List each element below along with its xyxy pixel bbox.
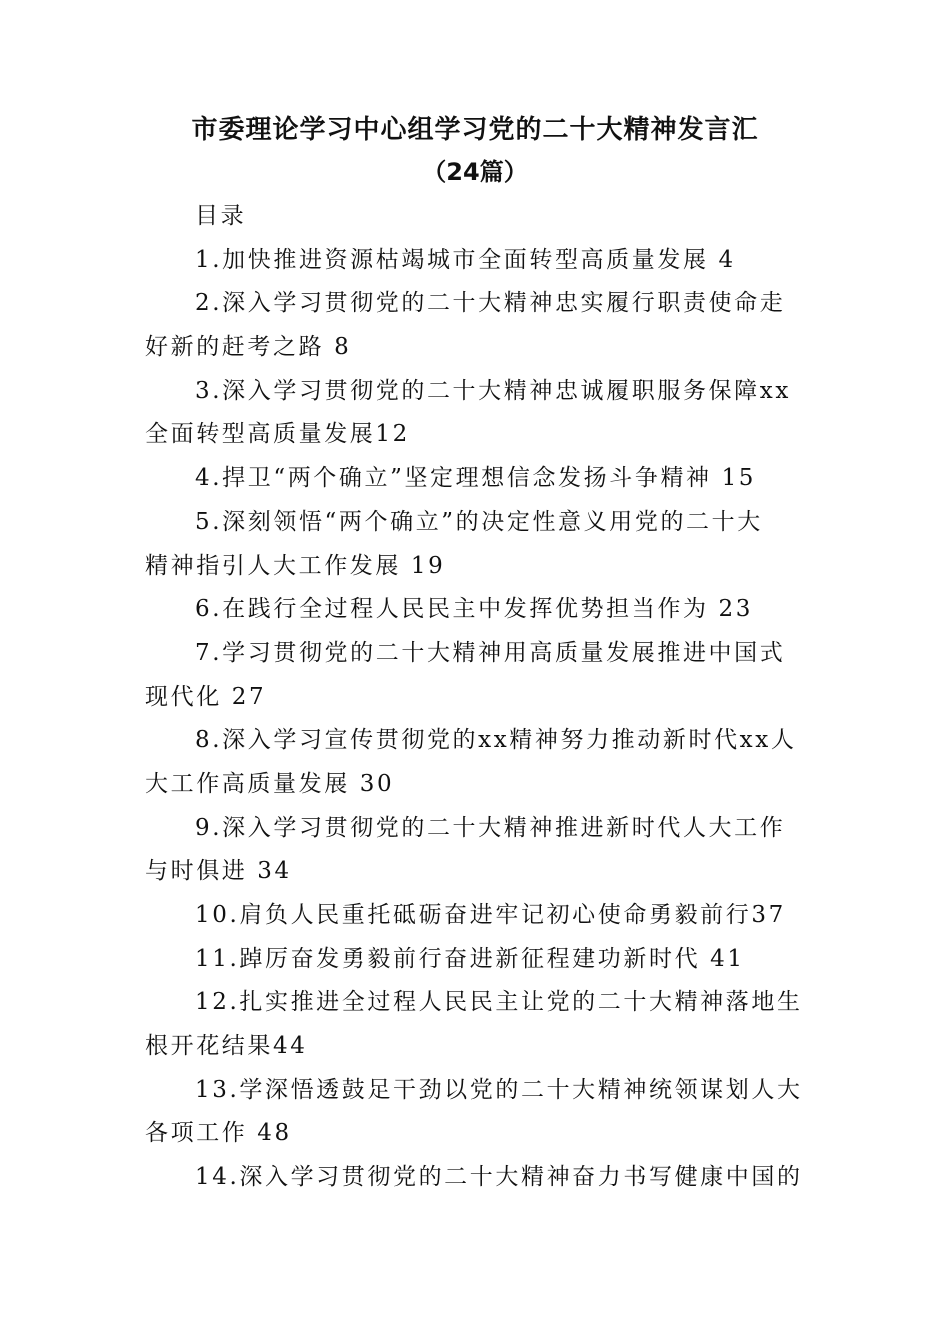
- toc-entry[interactable]: 6.在践行全过程人民民主中发挥优势担当作为 23: [195, 596, 753, 623]
- toc-entry-continued[interactable]: 各项工作 48: [145, 1120, 292, 1147]
- toc-entry[interactable]: 13.学深悟透鼓足干劲以党的二十大精神统领谋划人大: [195, 1076, 803, 1103]
- toc-entry[interactable]: 3.深入学习贯彻党的二十大精神忠诚履职服务保障xx: [195, 377, 791, 404]
- toc-entry-continued[interactable]: 全面转型高质量发展12: [145, 421, 410, 448]
- toc-entry[interactable]: 8.深入学习宣传贯彻党的xx精神努力推动新时代xx人: [195, 727, 797, 754]
- toc-entry-continued[interactable]: 好新的赶考之路 8: [145, 334, 352, 361]
- toc-entry-continued[interactable]: 现代化 27: [145, 683, 267, 710]
- toc-entry-continued[interactable]: 大工作高质量发展 30: [145, 770, 395, 797]
- toc-entry[interactable]: 7.学习贯彻党的二十大精神用高质量发展推进中国式: [195, 639, 786, 666]
- document-title: 市委理论学习中心组学习党的二十大精神发言汇: [191, 115, 759, 145]
- toc-entry[interactable]: 4.捍卫“两个确立”坚定理想信念发扬斗争精神 15: [195, 465, 757, 492]
- toc-entry-continued[interactable]: 与时俱进 34: [145, 858, 292, 885]
- document-subtitle: （24篇）: [422, 158, 528, 186]
- toc-entry-continued[interactable]: 精神指引人大工作发展 19: [145, 552, 446, 579]
- toc-entry[interactable]: 2.深入学习贯彻党的二十大精神忠实履行职责使命走: [195, 290, 786, 317]
- table-of-contents: [145, 195, 810, 1200]
- toc-entry[interactable]: 11.踔厉奋发勇毅前行奋进新征程建功新时代 41: [195, 945, 745, 972]
- toc-heading: 目录: [195, 203, 247, 229]
- toc-entry[interactable]: 1.加快推进资源枯竭城市全面转型高质量发展 4: [195, 246, 736, 273]
- toc-entry[interactable]: 9.深入学习贯彻党的二十大精神推进新时代人大工作: [195, 814, 786, 841]
- toc-entry[interactable]: 5.深刻领悟“两个确立”的决定性意义用党的二十大: [195, 508, 763, 535]
- toc-entry-continued[interactable]: 根开花结果44: [145, 1033, 308, 1060]
- toc-entry[interactable]: 14.深入学习贯彻党的二十大精神奋力书写健康中国的: [195, 1164, 803, 1191]
- toc-entry[interactable]: 10.肩负人民重托砥砺奋进牢记初心使命勇毅前行37: [195, 902, 786, 928]
- toc-entry[interactable]: 12.扎实推进全过程人民民主让党的二十大精神落地生: [195, 989, 803, 1016]
